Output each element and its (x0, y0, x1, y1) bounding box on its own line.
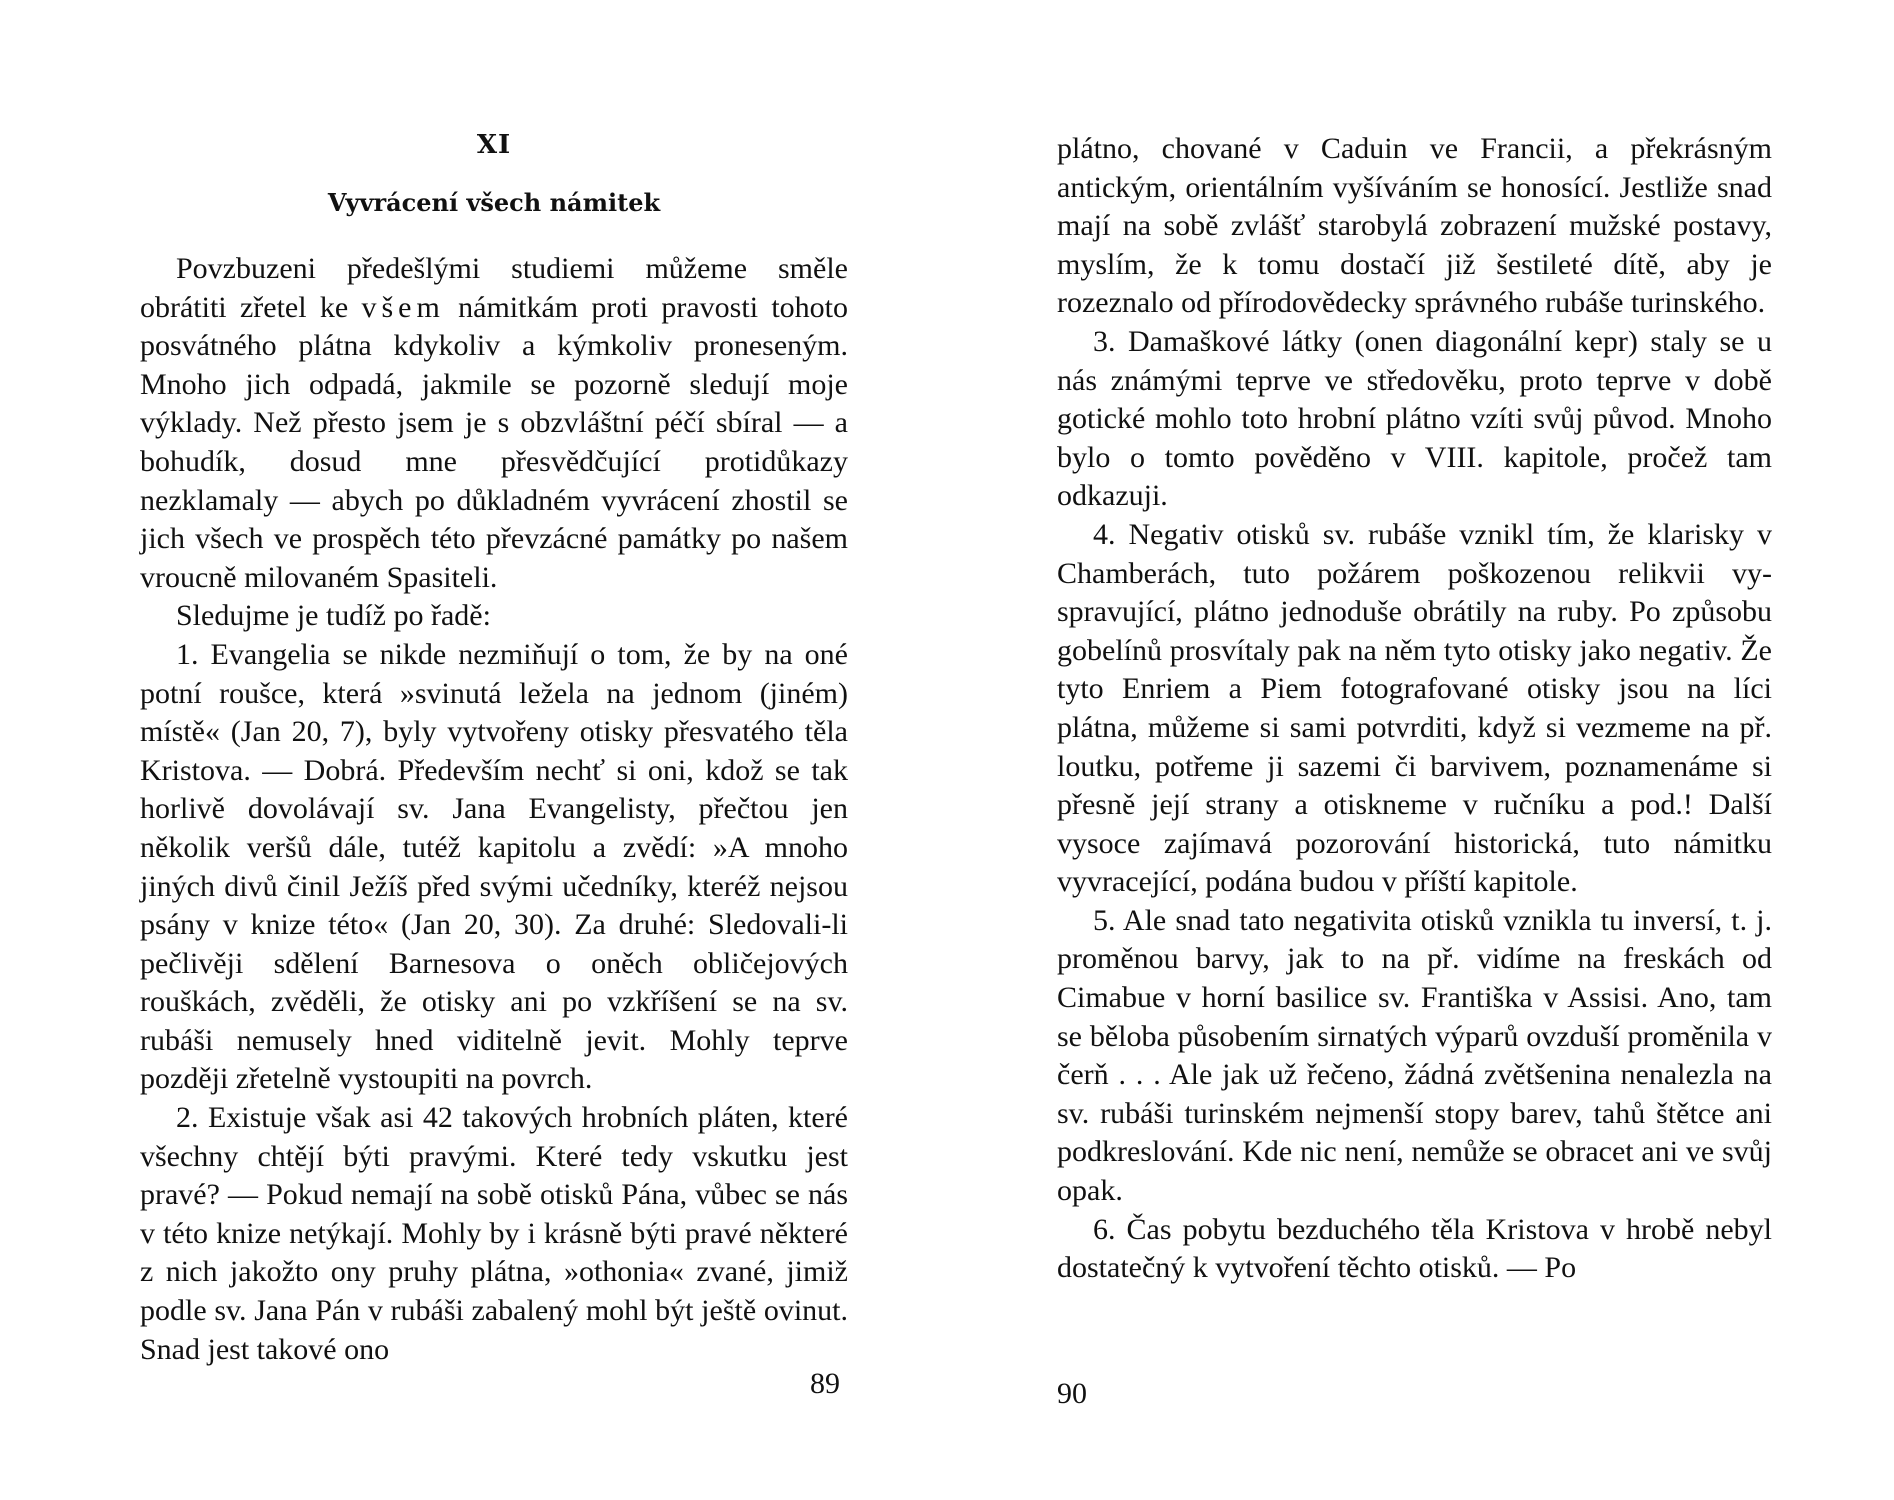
point-2-paragraph: 2. Existuje však asi 42 takových hrobních pláten, které všechny chtějí býti pravými. Které tedy vskutku jest pravé? — Pokud nemají na sobě otisků Pána, vůbec se nás v této knize netýkají. Mohly by i krásně býti pravé některé z nich jakožto ony pruhy plátna, »othonia« zvané, jimiž podle sv. Jana Pán v rubáši zabalený mohl být ještě ovinut. Snad jest takové ono (140, 1101, 848, 1366)
continuation-paragraph: plátno, chované v Caduin ve Francii, a překrásným antickým, orientálním vyšíváním se honosící. Jestliže snad mají na sobě zvlášť starobylá zobrazení mužské postavy, myslím, že k tomu dostačí již šestileté dítě, aby je rozeznalo od přírodovědecky správného rubáše turinského. (1057, 132, 1772, 320)
point-6-paragraph: 6. Čas pobytu bezduchého těla Kristova v hrobě nebyl dostatečný k vytvoření těchto otisků. — Po (1057, 1212, 1772, 1285)
point-1-paragraph: 1. Evangelia se nikde nezmiňují o tom, že by na oné potní roušce, která »svinutá ležela na jednom (jiném) místě« (Jan 20, 7), byly vytvořeny otisky přesvatého těla Kristova. — Dobrá. Především nechť si oni, kdož se tak horlivě dovolávají sv. Jana Evangelisty, přečtou jen několik veršů dále, tutéž kapitolu a zvědí: »A mnoho jiných divů činil Ježíš před svými učedníky, kteréž nejsou psány v knize této« (Jan 20, 30). Za druhé: Sledovali-li pečlivěji sdělení Barnesova o oněch obličejových rouškách, zvěděli, že otisky ani po vzkříšení se na sv. rubáši nemusely hned viditelně jevit. Mohly teprve později zřetelně vystoupiti na povrch. (140, 637, 848, 1096)
left-page-number: 89 (810, 1367, 840, 1400)
intro-spaced-word: všem (361, 290, 445, 324)
intro-text-start: Povzbuzeni předešlými studiemi můžeme směle obrátiti zřetel ke (140, 252, 848, 324)
point-3-paragraph: 3. Damaškové látky (onen diagonální kepr) staly se u nás známými teprve ve středověku, proto teprve v době gotické mohlo toto hrobní plátno vzíti svůj původ. Mnoho bylo o tomto pověděno v VIII. kapitole, pročež tam odkazuji. (1057, 324, 1772, 513)
right-text-block (1057, 130, 1772, 1288)
intro-text-end: námitkám proti pravosti tohoto posvátného plátna kdykoliv a kýmkoliv proneseným. Mnoho jich odpadá, jakmile se pozorně sledují moje výklady. Než přesto jsem je s obzvláštní péčí sbíral — a bohudík, dosud mne přesvědčující protidůkazy nezklamaly — abych po důkladném vyvrácení zhostil se jich všech ve prospěch této převzácné památky po našem vroucně milovaném Spasiteli. (140, 290, 849, 594)
intro-paragraph (140, 250, 848, 597)
chapter-title: Vyvrácení všech námitek (327, 188, 661, 217)
chapter-number: XI (476, 130, 512, 160)
left-text-block (140, 250, 848, 1369)
right-page-number: 90 (1057, 1377, 1087, 1410)
right-page (947, 0, 1894, 1500)
point-5-paragraph: 5. Ale snad tato negativita otisků vznikla tu inversí, t. j. proměnou barvy, jak to na př. vidíme na freskách od Cimabue v horní basilice sv. Františka v Assisi. Ano, tam se běloba působením sirnatých výparů ovzduší proměnila v čerň . . . Ale jak už řečeno, žádná zvětšenina nenalezla na sv. rubáši turinském nejmenší stopy barev, tahů štětce ani podkreslování. Kde nic není, nemůže se obracet ani ve svůj opak. (1057, 903, 1772, 1208)
point-4-paragraph: 4. Negativ otisků sv. rubáše vznikl tím, že klarisky v Chamberách, tuto požárem poškozenou relikvii vyspravující, plátno jednoduše obrátily na ruby. Po způsobu gobelínů prosvítaly pak na něm tyto otisky jako negativ. Že tyto Enriem a Piem fotografované otisky jsou na líci plátna, můžeme si sami potvrditi, když si vezmeme na př. loutku, potřeme ji sazemi či barvivem, poznamenáme si přesně její strany a otiskneme v ručníku a pod.! Další vysoce zajímavá pozorování historická, tuto námitku vyvracející, podána budou v příští kapitole. (1057, 517, 1772, 899)
follow-line: Sledujme je tudíž po řadě: (176, 599, 491, 633)
